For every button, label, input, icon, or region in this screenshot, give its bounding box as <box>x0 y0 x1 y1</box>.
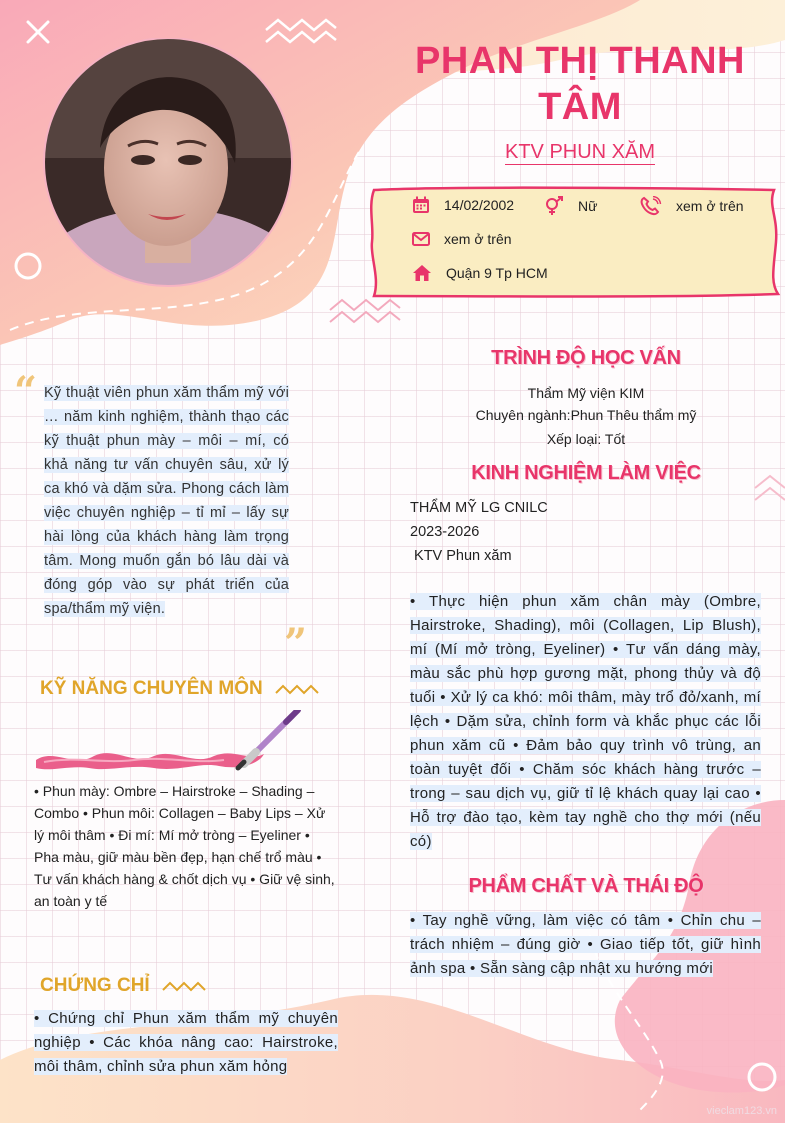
calendar-icon <box>412 196 430 214</box>
experience-heading: KINH NGHIỆM LÀM VIỆC <box>471 462 701 484</box>
education-school: Thẩm Mỹ viện KIM <box>527 385 645 401</box>
mail-icon <box>412 232 430 246</box>
watermark: vieclam123.vn <box>706 1105 777 1117</box>
education-heading: TRÌNH ĐỘ HỌC VẤN <box>491 347 681 369</box>
phone-value: xem ở trên <box>676 198 744 214</box>
education-major: Chuyên ngành:Phun Thêu thẩm mỹ <box>475 407 697 423</box>
brush-stroke-icon <box>34 710 304 774</box>
email-value: xem ở trên <box>444 231 512 247</box>
address-value: Quận 9 Tp HCM <box>446 265 548 281</box>
email-item <box>412 231 512 247</box>
job-title-text: KTV PHUN XĂM <box>504 141 656 163</box>
open-quote-icon: “ <box>14 368 38 415</box>
birthdate-value: 14/02/2002 <box>444 197 515 213</box>
skills-heading <box>40 678 319 700</box>
close-quote-icon: ” <box>284 620 308 667</box>
experience-details-paragraph: • Thực hiện phun xăm chân mày (Ombre, Hairstroke, Shading), môi (Collagen, Lip Blush), mí (Mí mở tròng, Eyeliner) • Tư vấn dáng mày, màu sắc phù hợp gương mặt, phong thủy và độ tuổi • Xử lý ca khó: môi thâm, mày trổ đỏ/xanh, mí lệch • Dặm sửa, chỉnh form và khắc phục các lỗi phun xăm cũ • Đảm bảo quy trình vô trùng, an toàn tuyệt đối • Chăm sóc khách hàng trước – trong – sau dịch vụ, giữ tỉ lệ khách quay lại cao • Hỗ trợ đào tạo, kèm tay nghề cho thợ mới (nếu có) <box>410 593 761 850</box>
summary-text <box>44 381 289 621</box>
certificates-text <box>34 1007 338 1079</box>
skills-title: KỸ NĂNG CHUYÊN MÔN <box>40 678 263 699</box>
qualities-heading: PHẨM CHẤT VÀ THÁI ĐỘ <box>468 875 704 897</box>
address-item <box>412 264 548 282</box>
skills-list: • Phun mày: Ombre – Hairstroke – Shading – Combo • Phun môi: Collagen – Baby Lips – Xử lý môi thâm • Đi mí: Mí mở tròng – Eyeliner • Pha màu, giữ màu bền đẹp, hạn chế trổ màu • Tư vấn khách hàng & chốt dịch vụ • Giữ vệ sinh, an toàn y tế <box>34 783 335 909</box>
summary-paragraph: Kỹ thuật viên phun xăm thẩm mỹ với … năm kinh nghiệm, thành thạo các kỹ thuật phun mày – môi – mí, có khả năng tư vấn chuyên sâu, xử lý ca khó và dặm sửa. Phong cách làm việc chuyên nghiệp – tỉ mỉ – lấy sự hài lòng của khách hàng làm trọng tâm. Mong muốn gắn bó lâu dài và đóng góp vào sự phát triển của spa/thẩm mỹ viện. <box>44 385 289 617</box>
experience-period: 2023-2026 <box>410 524 480 540</box>
phone-item <box>640 196 744 216</box>
gender-icon <box>544 196 564 216</box>
job-title <box>395 141 765 164</box>
qualities-paragraph: • Tay nghề vững, làm việc có tâm • Chỉn chu – trách nhiệm – đúng giờ • Giao tiếp tốt, giữ hình ảnh spa • Sẵn sàng cập nhật xu hướng mới <box>410 912 761 977</box>
education-grade: Xếp loại: Tốt <box>546 431 626 447</box>
certificates-heading <box>40 975 206 997</box>
qualities-text <box>410 909 761 981</box>
birthdate-item <box>412 196 514 214</box>
home-icon <box>412 264 432 282</box>
gender-item <box>544 196 597 216</box>
phone-icon <box>640 196 662 216</box>
avatar <box>40 38 296 294</box>
candidate-name: PHAN THỊ THANH TÂM <box>415 40 745 128</box>
certificates-title: CHỨNG CHỈ <box>40 975 150 996</box>
experience-company: THẨM MỸ LG CNILC <box>410 500 548 516</box>
gender-value: Nữ <box>578 198 598 214</box>
contact-info-box <box>366 186 782 300</box>
zigzag-icon <box>162 980 206 992</box>
experience-position: KTV Phun xăm <box>410 548 512 564</box>
zigzag-icon <box>275 683 319 695</box>
experience-details <box>410 590 761 854</box>
certificates-paragraph: • Chứng chỉ Phun xăm thẩm mỹ chuyên nghiệp • Các khóa nâng cao: Hairstroke, môi thâm, chỉnh sửa phun xăm hỏng <box>34 1010 338 1075</box>
